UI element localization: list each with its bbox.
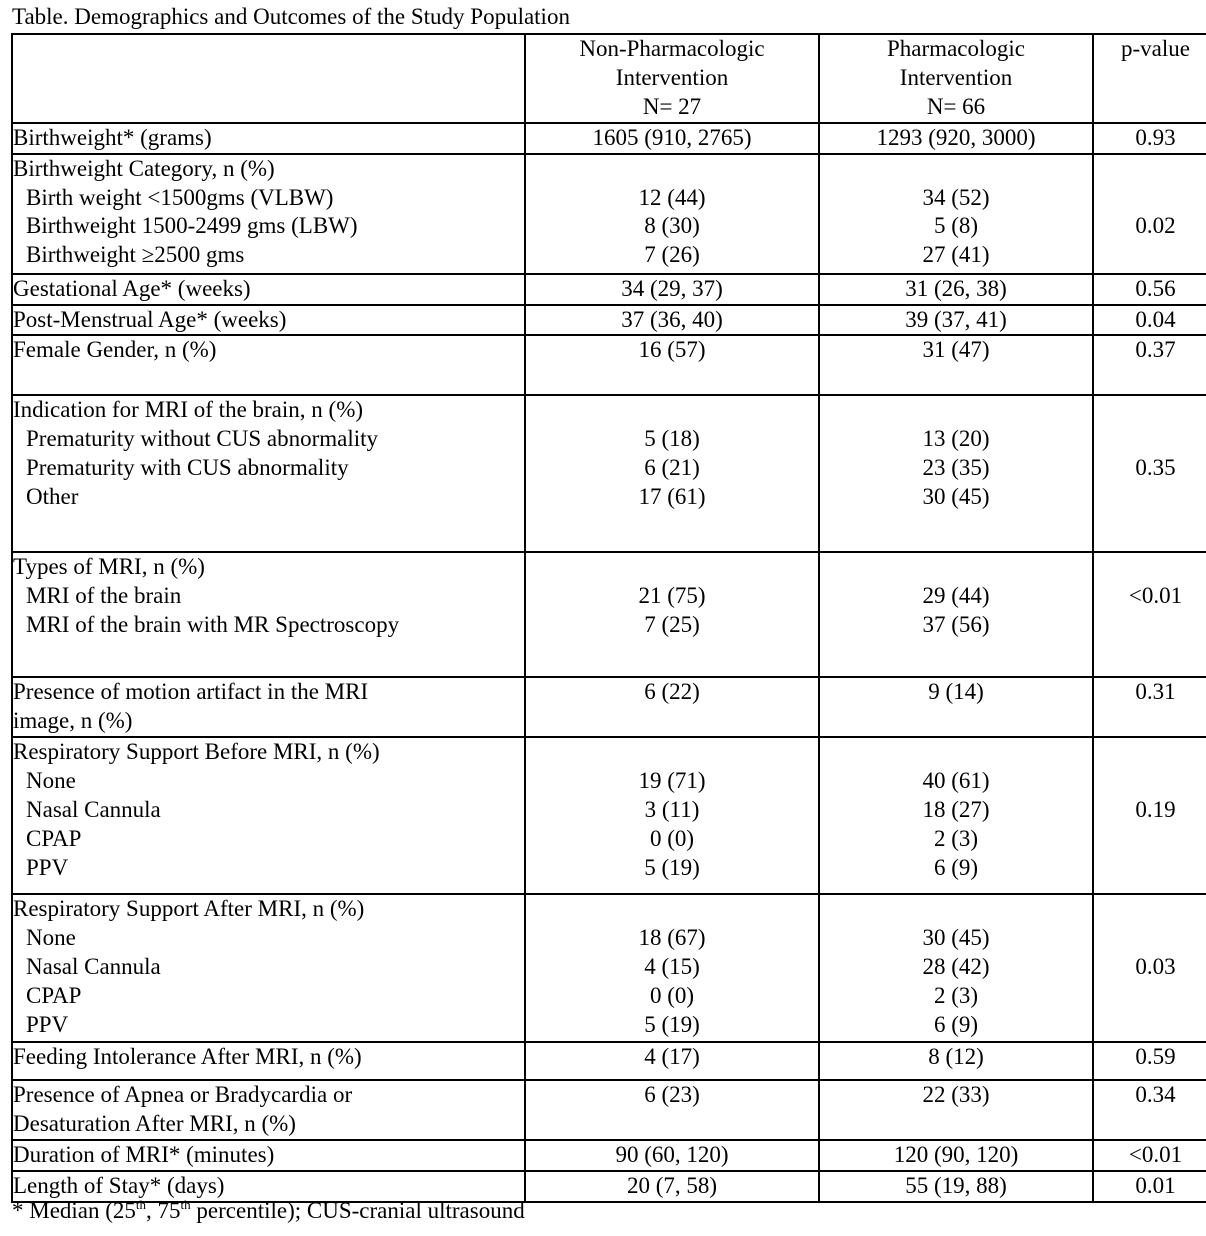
- p-value: 0.37: [1135, 337, 1176, 363]
- row-label: Types of MRI, n (%): [13, 554, 205, 580]
- p-value: 0.31: [1135, 679, 1176, 705]
- non-pharmacologic-cell: [525, 1042, 819, 1080]
- p-value-cell: [1093, 395, 1206, 552]
- non-pharmacologic-cell: [525, 552, 819, 677]
- p-value: 0.35: [1135, 454, 1176, 480]
- p-value-cell: [1093, 552, 1206, 677]
- table-row: [12, 1042, 1206, 1080]
- row-label-cell: [12, 894, 525, 1042]
- non-pharmacologic-value: [526, 155, 818, 184]
- header-non-pharmacologic: [525, 34, 819, 123]
- non-pharmacologic-value: 21 (75): [638, 583, 706, 609]
- p-value-cell: [1093, 1042, 1206, 1080]
- pharmacologic-value: [820, 553, 1092, 582]
- pharmacologic-cell: [819, 1080, 1093, 1140]
- p-value-cell: [1093, 1140, 1206, 1171]
- footnote-middle: , 75: [146, 1198, 181, 1223]
- row-label-cell: [12, 1140, 525, 1171]
- pharmacologic-value: 40 (61): [922, 768, 990, 794]
- non-pharmacologic-cell: [525, 677, 819, 737]
- non-pharmacologic-value: 8 (30): [644, 213, 700, 239]
- p-value: <0.01: [1128, 583, 1183, 609]
- p-value: 0.59: [1135, 1044, 1176, 1070]
- table-row: [12, 894, 1206, 1042]
- non-pharmacologic-value: 12 (44): [638, 184, 706, 210]
- header-line: Intervention: [615, 64, 729, 90]
- row-label-cell: [12, 677, 525, 737]
- p-value-cell: [1093, 677, 1206, 737]
- p-value-cell: [1093, 894, 1206, 1042]
- p-value-cell: [1093, 1080, 1206, 1140]
- row-label: Length of Stay* (days): [13, 1172, 225, 1198]
- header-row: [12, 34, 1206, 123]
- pharmacologic-cell: [819, 335, 1093, 395]
- row-label-cell: [12, 395, 525, 552]
- p-value: 0.03: [1135, 953, 1176, 979]
- row-label: Duration of MRI* (minutes): [13, 1141, 275, 1167]
- non-pharmacologic-value: 7 (26): [644, 242, 700, 268]
- table-title: Table. Demographics and Outcomes of the Study Population: [12, 4, 570, 29]
- pharmacologic-value: 37 (56): [922, 611, 990, 637]
- table-row: [12, 154, 1206, 274]
- row-sublabel: Birthweight ≥2500 gms: [26, 242, 245, 268]
- pharmacologic-cell: [819, 1171, 1093, 1202]
- pharmacologic-value: 31 (26, 38): [905, 275, 1007, 301]
- row-label: Presence of motion artifact in the MRI: [13, 679, 369, 705]
- row-label-cell: [12, 1080, 525, 1140]
- header-line: Non-Pharmacologic: [579, 36, 765, 61]
- row-sublabel: Birthweight 1500-2499 gms (LBW): [26, 213, 358, 239]
- row-label: Birthweight* (grams): [13, 125, 212, 150]
- pharmacologic-cell: [819, 123, 1093, 154]
- table-row: [12, 1140, 1206, 1171]
- pharmacologic-value: 6 (9): [933, 854, 979, 880]
- pharmacologic-cell: [819, 154, 1093, 274]
- p-value-cell: [1093, 123, 1206, 154]
- non-pharmacologic-value: 20 (7, 58): [626, 1172, 718, 1198]
- row-sublabel: None: [26, 925, 76, 951]
- footnote: [12, 1197, 525, 1225]
- table-row: [12, 677, 1206, 737]
- pharmacologic-value: 22 (33): [922, 1082, 990, 1108]
- pharmacologic-value: 27 (41): [922, 242, 990, 268]
- row-label: Post-Menstrual Age* (weeks): [13, 306, 287, 332]
- row-label: image, n (%): [13, 708, 133, 734]
- non-pharmacologic-value: 19 (71): [638, 768, 706, 794]
- non-pharmacologic-cell: [525, 395, 819, 552]
- non-pharmacologic-cell: [525, 1140, 819, 1171]
- pharmacologic-value: 55 (19, 88): [905, 1172, 1007, 1198]
- non-pharmacologic-value: [526, 396, 818, 425]
- pharmacologic-value: 31 (47): [922, 337, 990, 363]
- non-pharmacologic-value: 5 (19): [644, 1011, 700, 1037]
- pharmacologic-value: 28 (42): [922, 953, 990, 979]
- pharmacologic-cell: [819, 274, 1093, 305]
- table-row: [12, 395, 1206, 552]
- pharmacologic-cell: [819, 1042, 1093, 1080]
- row-sublabel: MRI of the brain: [26, 583, 182, 609]
- p-value: <0.01: [1128, 1141, 1183, 1167]
- row-label: Respiratory Support Before MRI, n (%): [13, 739, 380, 765]
- pharmacologic-cell: [819, 894, 1093, 1042]
- row-sublabel: Nasal Cannula: [26, 953, 161, 979]
- pharmacologic-value: 34 (52): [922, 184, 990, 210]
- pharmacologic-value: 2 (3): [933, 982, 979, 1008]
- non-pharmacologic-value: 5 (19): [644, 854, 700, 880]
- footnote-superscript-1: th: [135, 1197, 147, 1212]
- pharmacologic-cell: [819, 395, 1093, 552]
- pharmacologic-value: 30 (45): [922, 483, 990, 509]
- header-line: p-value: [1121, 36, 1190, 61]
- row-label-cell: [12, 305, 525, 336]
- non-pharmacologic-value: [526, 553, 818, 582]
- p-value-cell: [1093, 154, 1206, 274]
- pharmacologic-value: [820, 738, 1092, 767]
- pharmacologic-value: 6 (9): [933, 1011, 979, 1037]
- non-pharmacologic-value: 0 (0): [649, 825, 695, 851]
- row-sublabel: PPV: [26, 1011, 69, 1037]
- non-pharmacologic-value: 17 (61): [638, 483, 706, 509]
- non-pharmacologic-value: 18 (67): [638, 925, 706, 951]
- p-value: 0.19: [1135, 796, 1176, 822]
- non-pharmacologic-value: 90 (60, 120): [615, 1141, 729, 1167]
- pharmacologic-value: [820, 895, 1092, 924]
- header-p-value: [1093, 34, 1206, 123]
- non-pharmacologic-value: 6 (23): [644, 1082, 700, 1108]
- row-label: Gestational Age* (weeks): [13, 275, 251, 301]
- header-pharmacologic: [819, 34, 1093, 123]
- non-pharmacologic-value: 0 (0): [649, 982, 695, 1008]
- row-sublabel: PPV: [26, 854, 69, 880]
- row-sublabel: Prematurity with CUS abnormality: [26, 454, 349, 480]
- row-sublabel: CPAP: [26, 825, 82, 851]
- pharmacologic-value: [820, 396, 1092, 425]
- table-row: [12, 335, 1206, 395]
- table-row: [12, 1080, 1206, 1140]
- non-pharmacologic-value: 6 (22): [644, 679, 700, 705]
- row-sublabel: Birth weight <1500gms (VLBW): [26, 184, 334, 210]
- row-label-cell: [12, 737, 525, 894]
- non-pharmacologic-value: 3 (11): [644, 796, 700, 822]
- non-pharmacologic-cell: [525, 894, 819, 1042]
- pharmacologic-value: 30 (45): [922, 925, 990, 951]
- pharmacologic-value: 13 (20): [922, 426, 990, 452]
- non-pharmacologic-cell: [525, 274, 819, 305]
- row-label: Respiratory Support After MRI, n (%): [13, 896, 365, 922]
- footnote-suffix: percentile); CUS-cranial ultrasound: [190, 1198, 525, 1223]
- footnote-superscript-2: th: [180, 1197, 191, 1212]
- non-pharmacologic-value: 1605 (910, 2765): [592, 125, 752, 150]
- non-pharmacologic-cell: [525, 123, 819, 154]
- pharmacologic-value: 9 (14): [928, 679, 984, 705]
- pharmacologic-value: 1293 (920, 3000): [876, 125, 1036, 150]
- table-body: [12, 34, 1206, 1202]
- non-pharmacologic-value: 4 (17): [644, 1044, 700, 1070]
- p-value: 0.93: [1135, 125, 1176, 150]
- row-label-cell: [12, 154, 525, 274]
- table-row: [12, 552, 1206, 677]
- p-value-cell: [1093, 274, 1206, 305]
- row-label-cell: [12, 552, 525, 677]
- non-pharmacologic-value: 5 (18): [644, 426, 700, 452]
- pharmacologic-value: 2 (3): [933, 825, 979, 851]
- row-label: Indication for MRI of the brain, n (%): [13, 397, 364, 423]
- row-label: Female Gender, n (%): [13, 337, 217, 363]
- pharmacologic-cell: [819, 737, 1093, 894]
- non-pharmacologic-value: 16 (57): [638, 337, 706, 363]
- p-value-cell: [1093, 305, 1206, 336]
- p-value: 0.34: [1135, 1082, 1176, 1108]
- header-line: Pharmacologic: [887, 36, 1025, 61]
- pharmacologic-value: 39 (37, 41): [905, 306, 1007, 332]
- pharmacologic-cell: [819, 552, 1093, 677]
- pharmacologic-cell: [819, 305, 1093, 336]
- header-line: Intervention: [899, 64, 1013, 90]
- p-value: 0.56: [1135, 275, 1176, 301]
- row-label-cell: [12, 1042, 525, 1080]
- row-label: Desaturation After MRI, n (%): [13, 1111, 296, 1137]
- pharmacologic-value: [820, 155, 1092, 184]
- pharmacologic-value: 18 (27): [922, 796, 990, 822]
- row-sublabel: MRI of the brain with MR Spectroscopy: [26, 611, 400, 637]
- non-pharmacologic-cell: [525, 305, 819, 336]
- pharmacologic-value: 23 (35): [922, 454, 990, 480]
- pharmacologic-value: 120 (90, 120): [893, 1141, 1019, 1167]
- non-pharmacologic-value: 7 (25): [644, 611, 700, 637]
- non-pharmacologic-cell: [525, 335, 819, 395]
- header-line: N= 27: [642, 93, 702, 119]
- row-sublabel: Prematurity without CUS abnormality: [26, 426, 378, 452]
- header-line: N= 66: [926, 93, 986, 119]
- non-pharmacologic-value: [526, 738, 818, 767]
- demographics-table: [11, 33, 1206, 1203]
- pharmacologic-value: 5 (8): [933, 213, 979, 239]
- row-sublabel: Other: [26, 483, 79, 509]
- row-sublabel: CPAP: [26, 982, 82, 1008]
- row-label-cell: [12, 274, 525, 305]
- table-row: [12, 123, 1206, 154]
- non-pharmacologic-value: 37 (36, 40): [621, 306, 723, 332]
- pharmacologic-cell: [819, 1140, 1093, 1171]
- non-pharmacologic-cell: [525, 1171, 819, 1202]
- row-label: Birthweight Category, n (%): [13, 155, 275, 181]
- table-row: [12, 305, 1206, 336]
- row-label-cell: [12, 335, 525, 395]
- row-label-cell: [12, 123, 525, 154]
- header-blank: [12, 34, 525, 123]
- non-pharmacologic-value: 4 (15): [644, 953, 700, 979]
- p-value-cell: [1093, 1171, 1206, 1202]
- pharmacologic-value: 8 (12): [928, 1044, 984, 1070]
- p-value: 0.02: [1135, 213, 1176, 239]
- footnote-prefix: * Median (25: [12, 1198, 136, 1223]
- row-sublabel: Nasal Cannula: [26, 796, 161, 822]
- p-value: 0.01: [1135, 1172, 1176, 1198]
- row-label: Feeding Intolerance After MRI, n (%): [13, 1044, 362, 1070]
- non-pharmacologic-cell: [525, 154, 819, 274]
- non-pharmacologic-value: 34 (29, 37): [621, 275, 723, 301]
- pharmacologic-cell: [819, 677, 1093, 737]
- non-pharmacologic-cell: [525, 737, 819, 894]
- non-pharmacologic-cell: [525, 1080, 819, 1140]
- p-value: 0.04: [1135, 306, 1176, 332]
- p-value-cell: [1093, 335, 1206, 395]
- non-pharmacologic-value: [526, 895, 818, 924]
- non-pharmacologic-value: 6 (21): [644, 454, 700, 480]
- table-row: [12, 274, 1206, 305]
- row-sublabel: None: [26, 768, 76, 794]
- row-label: Presence of Apnea or Bradycardia or: [13, 1082, 353, 1108]
- p-value-cell: [1093, 737, 1206, 894]
- table-row: [12, 737, 1206, 894]
- pharmacologic-value: 29 (44): [922, 583, 990, 609]
